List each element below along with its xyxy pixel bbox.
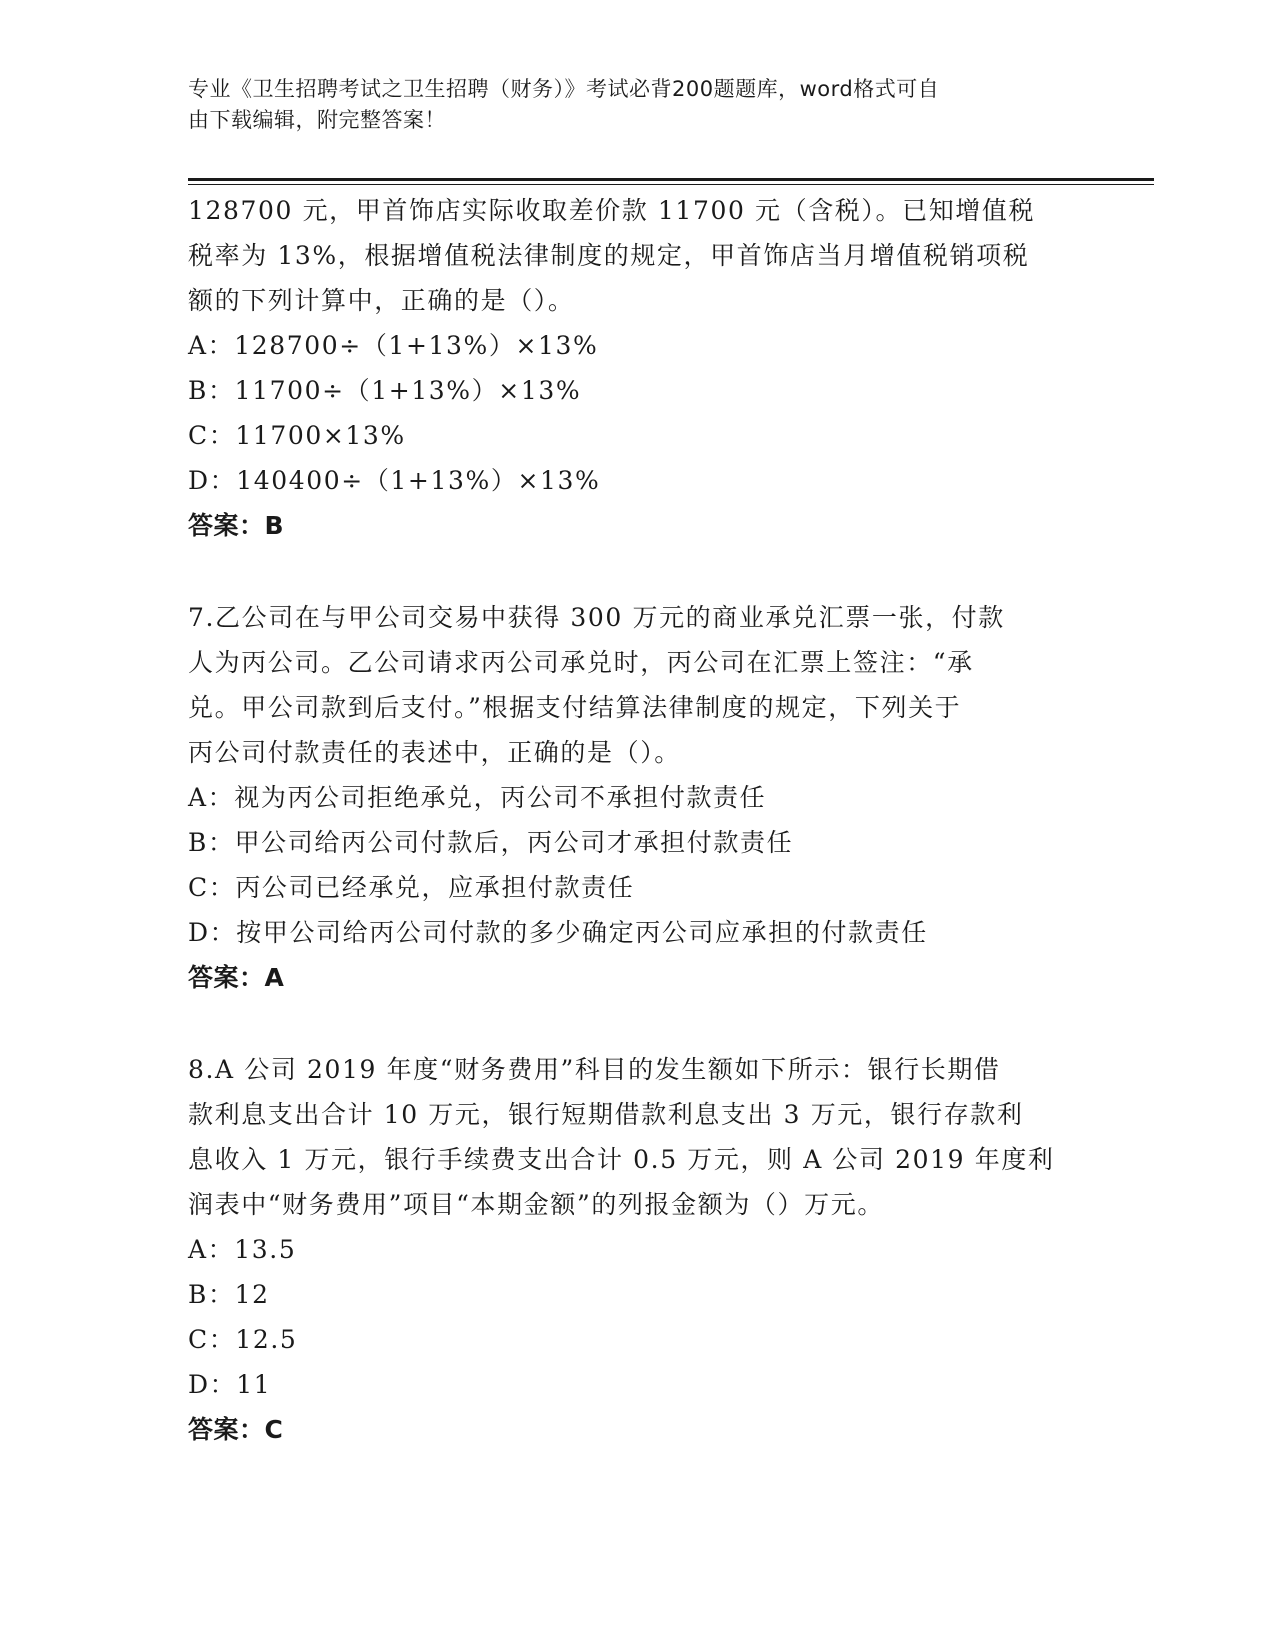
answer-line: 答案：B	[188, 511, 285, 540]
question-stem-line: 额的下列计算中，正确的是（）。	[188, 286, 575, 315]
question-stem-line: 息收入 1 万元，银行手续费支出合计 0.5 万元，则 A 公司 2019 年度利	[188, 1145, 1055, 1174]
question-stem-line: 丙公司付款责任的表述中，正确的是（）。	[188, 738, 681, 767]
header-divider-thin	[188, 184, 1154, 185]
page-header	[188, 74, 1088, 136]
option-c: C：11700×13%	[188, 421, 406, 450]
option-c: C：12.5	[188, 1325, 298, 1354]
question-stem-line: 8.A 公司 2019 年度“财务费用”科目的发生额如下所示：银行长期借	[188, 1055, 1001, 1084]
option-c: C：丙公司已经承兑，应承担付款责任	[188, 873, 635, 902]
question-stem-line: 款利息支出合计 10 万元，银行短期借款利息支出 3 万元，银行存款利	[188, 1100, 1024, 1129]
option-d: D：11	[188, 1370, 272, 1399]
question-stem-line: 128700 元，甲首饰店实际收取差价款 11700 元（含税）。已知增值税	[188, 196, 1036, 225]
question-7	[188, 595, 1088, 1000]
option-b: B：11700÷（1+13%）×13%	[188, 376, 582, 405]
option-d: D：按甲公司给丙公司付款的多少确定丙公司应承担的付款责任	[188, 918, 928, 947]
question-stem-line: 润表中“财务费用”项目“本期金额”的列报金额为（）万元。	[188, 1190, 884, 1219]
option-b: B：12	[188, 1280, 270, 1309]
header-line-2: 由下载编辑，附完整答案！	[188, 108, 446, 132]
option-a: A：128700÷（1+13%）×13%	[188, 331, 599, 360]
option-b: B：甲公司给丙公司付款后，丙公司才承担付款责任	[188, 828, 794, 857]
document-body	[188, 188, 1088, 1452]
answer-line: 答案：C	[188, 1415, 284, 1444]
question-8	[188, 1047, 1088, 1452]
option-a: A：13.5	[188, 1235, 297, 1264]
option-a: A：视为丙公司拒绝承兑，丙公司不承担付款责任	[188, 783, 767, 812]
question-stem-line: 税率为 13%，根据增值税法律制度的规定，甲首饰店当月增值税销项税	[188, 241, 1030, 270]
header-divider-thick	[188, 178, 1154, 181]
question-stem-line: 兑。甲公司款到后支付。”根据支付结算法律制度的规定，下列关于	[188, 693, 962, 722]
question-stem-line: 7.乙公司在与甲公司交易中获得 300 万元的商业承兑汇票一张，付款	[188, 603, 1005, 632]
question-stem-line: 人为丙公司。乙公司请求丙公司承兑时，丙公司在汇票上签注：“承	[188, 648, 974, 677]
header-line-1: 专业《卫生招聘考试之卫生招聘（财务）》考试必背200题题库，word格式可自	[188, 77, 940, 101]
question-6	[188, 188, 1088, 548]
answer-line: 答案：A	[188, 963, 285, 992]
option-d: D：140400÷（1+13%）×13%	[188, 466, 601, 495]
